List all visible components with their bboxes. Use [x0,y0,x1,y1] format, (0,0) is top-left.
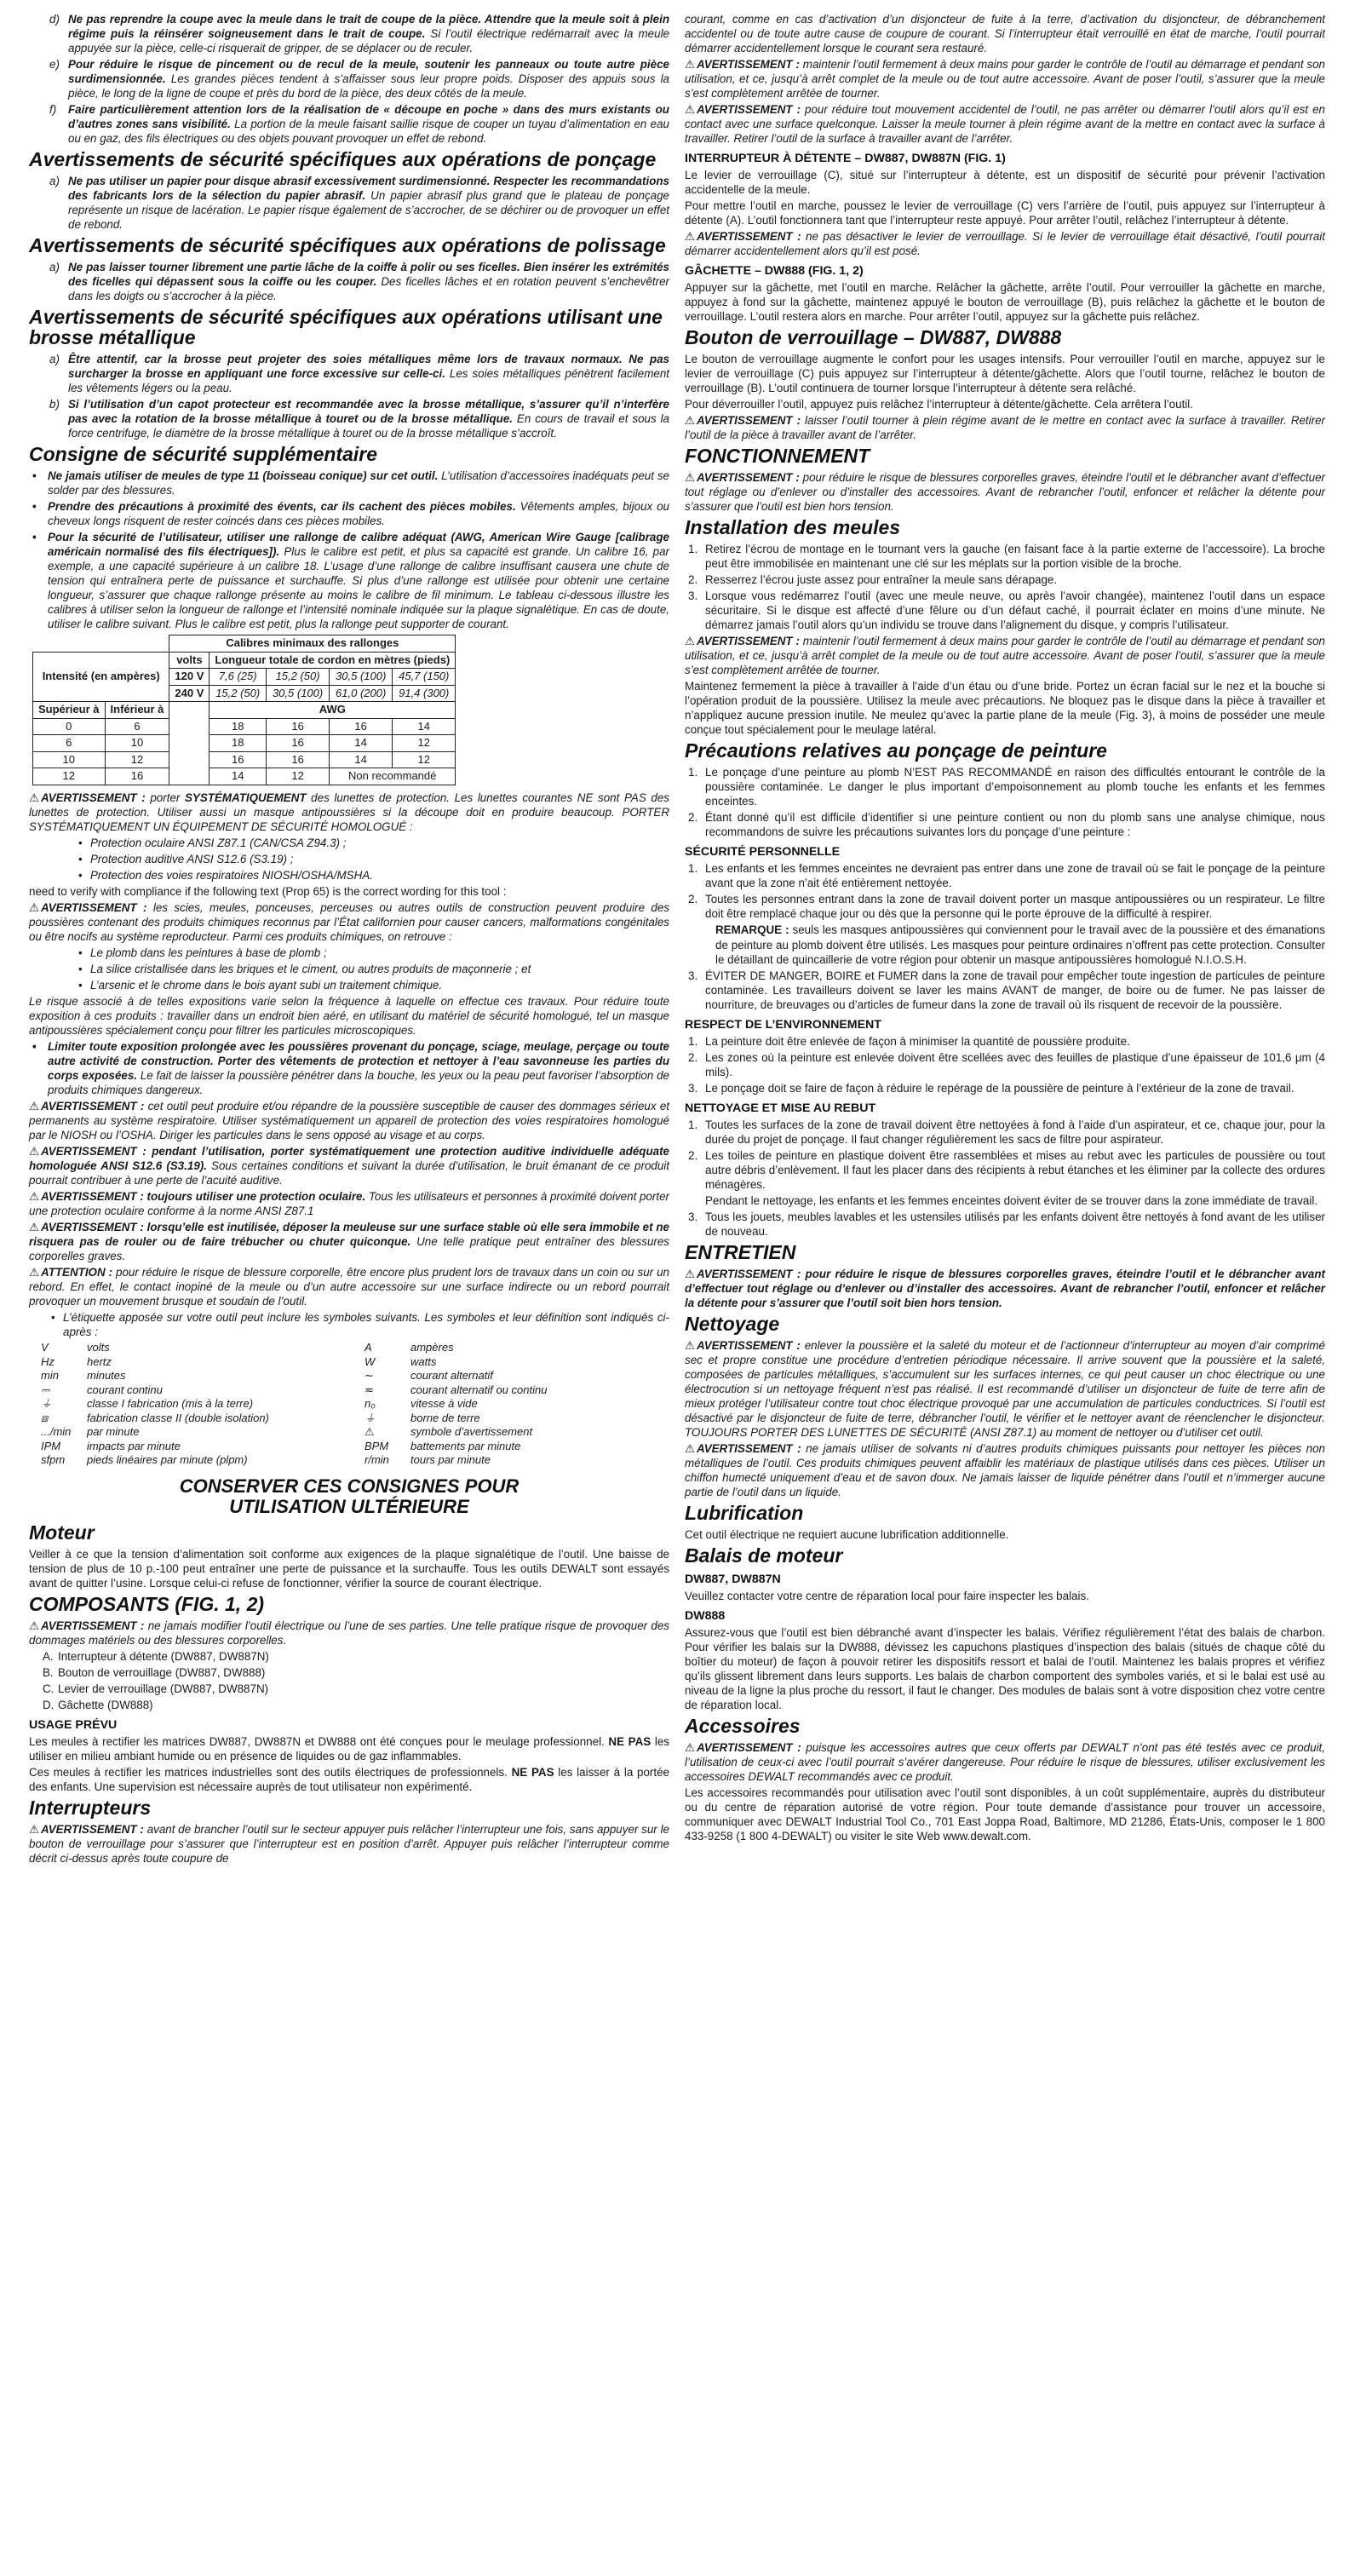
warning-paragraph: ⚠ AVERTISSEMENT : ne jamais utiliser de solvants ni d’autres produits chimiques puissants pour nettoyer les pièces non métalliques de l’outil. Ces produits chimiques peuvent affaiblir les matériaux de plastique utilisés dans ces pièces. Utiliser un chiffon humecté uniquement d’eau et de savon doux. Ne jamais laisser de liquide pénétrer dans l’outil et n’immerger aucune partie de l’outil dans un liquide. [685,1441,1325,1498]
warning-icon: ⚠ [29,1619,40,1632]
heading-securite: SÉCURITÉ PERSONNELLE [685,845,841,860]
list-item: 2. Étant donné qu’il est difficile d’identifier si une peinture contient ou non du plomb sans une analyse chimique, nous recommandons de suivre les précautions suivantes lors du ponçage d’une peinture : [688,811,1325,839]
list-item: 3. ÉVITER DE MANGER, BOIRE et FUMER dans la zone de travail pour empêcher toute ingestion de particules de peinture contaminée. Les travailleurs doivent se laver les mains AVANT de manger, de boire ou de fumer. Ne pas laisser de nourriture, de breuvages ou d’articles de fumeur dans la zone de travail où ils risquent de recevoir de la poussière. [688,969,1325,1011]
prop65-note: need to verify with compliance if the following text (Prop 65) is the correct wording for this tool : [29,884,507,898]
list-item: 1. Les enfants et les femmes enceintes ne devraient pas entrer dans une zone de travail où se fait le ponçage de la peinture avant que la zone n’ait été entièrement nettoyée. [688,862,1325,890]
list-item: 3. Lorsque vous redémarrez l’outil (avec une meule neuve, ou après l’avoir changée), maintenez l’outil dans un espace sécuritaire. Si le disque est affecté d’une fêlure ou d’un défaut caché, il pourrait éclater en moins d’une minute. Ne démarrez jamais l’outil alors qu’un individu se trouve dans l’alignement du disque, y compris l’utilisateur. [688,589,1325,632]
list-item: a) Ne pas laisser tourner librement une partie lâche de la coiffe à polir ou ses ficelles. Bien insérer les extrémités des ficelles qui dépassent sous la coiffe ou les couper. Des ficelles lâches et en rotation peuvent s’enchevêtrer dans les doigts ou s’accrocher à la pièce. [49,261,669,303]
heading-interrupteurs: Interrupteurs [29,1796,152,1819]
symbol-row: ⚠ symbole d’avertissement [365,1425,533,1439]
symbol-row: ∼ courant alternatif [365,1369,493,1383]
warning-icon: ⚠ [29,1822,40,1836]
warning-icon: ⚠ [685,1441,696,1455]
symbol-row: Hz hertz [41,1354,112,1368]
list-item: • L’étiquette apposée sur votre outil peut inclure les symboles suivants. Les symboles et leur définition sont indiqués ci-après : [51,1311,669,1339]
warning-paragraph: ⚠ AVERTISSEMENT : ne jamais modifier l’outil électrique ou l’une de ses parties. Une telle pratique risque de provoquer des dommages matériels ou des blessures corporelles. [29,1619,670,1647]
heading-poncage: Avertissements de sécurité spécifiques aux opérations de ponçage [29,148,657,171]
symbol-row: n₀ vitesse à vide [365,1397,478,1411]
moteur-text: Veiller à ce que la tension d’alimentation soit conforme aux exigences de la plaque signalétique de l’outil. Une baisse de tension de plus de 10 p.-100 peut entraîner une perte de puissance et la surchauffe. Tous les outils DEWALT sont essayés avant de quitter l’usine. Lorsque celui-ci refuse de fonctionner, vérifier la source de courant électrique. [29,1547,669,1590]
symbol-row: A ampères [365,1341,454,1354]
warning-paragraph: ⚠ AVERTISSEMENT : pour réduire tout mouvement accidentel de l’outil, ne pas arrêter ou démarrer l’outil alors qu’il est en contact avec une surface quelconque. Laisser la meule tourner à plein régime avant de la mettre en contact avec la surface à travailler. Retirer l’outil de la surface à travailler avant de l’arrêter. [685,103,1325,146]
list-item: • Ne jamais utiliser de meules de type 11 (boisseau conique) sur cet outil. L’utilisation d’accessoires inadéquats peut se solder par des blessures. [32,469,669,497]
warning-paragraph: ⚠ AVERTISSEMENT : cet outil peut produire et/ou répandre de la poussière susceptible de causer des dommages sérieux et permanents au système respiratoire. Utiliser systématiquement un appareil de protection des voies respiratoires homologué par le NIOSH ou l’OSHA. Diriger les particules dans le sens opposé au visage et au corps. [29,1099,669,1141]
conserver-heading: CONSERVER CES CONSIGNES POUR UTILISATION ULTÉRIEURE [179,1475,520,1518]
warning-icon: ⚠ [29,1189,40,1203]
list-item: e) Pour réduire le risque de pincement ou de recul de la meule, soutenir les panneaux ou toute autre pièce surdimensionnée. Les grandes pièces tendent à s’affaisser sous leur propre poids. Disposer des appuis sous la pièce, le long de la ligne de coupe et près du bord de la pièce, des deux côtés de la meule. [49,58,669,101]
symbol-row: .../min par minute [41,1425,140,1439]
warning-paragraph: ⚠ AVERTISSEMENT : lorsqu’elle est inutilisée, déposer la meuleuse sur une surface stable où elle sera immobile et ne risquera pas de rouler ou de faire trébucher ou chuter quiconque. Une telle pratique peut entraîner des blessures corporelles graves. [29,1220,669,1263]
warning-icon: ⚠ [685,1338,696,1352]
warning-paragraph: ⚠ AVERTISSEMENT : pour réduire le risque de blessures corporelles graves, éteindre l’outil et le débrancher avant d’effectuer tout réglage ou d’enlever ou d’installer des accessoires. Avant de rebrancher l’outil, enfoncer et relâcher la détente pour s’assurer que l’outil soit bien hors tension. [685,1267,1325,1309]
heading-interrupteur: INTERRUPTEUR À DÉTENTE – DW887, DW887N (FIG. 1) [685,152,1006,166]
list-item: 1. La peinture doit être enlevée de façon à minimiser la quantité de poussière produite. [688,1034,1130,1048]
list-item: 2. Les zones où la peinture est enlevée doivent être scellées avec des feuilles de plastique d’une épaisseur de 101,6 μm (4 mils). [688,1050,1325,1078]
list-item: • Protection des voies respiratoires NIOSH/OSHA/MSHA. [78,868,373,882]
list-item: • Le plomb dans les peintures à base de plomb ; [78,946,327,959]
list-item: 2. Resserrez l’écrou juste assez pour entraîner la meule sans dérapage. [688,573,1058,587]
list-item: • Protection oculaire ANSI Z87.1 (CAN/CSA Z94.3) ; [78,836,347,849]
usage-text: Ces meules à rectifier les matrices industrielles sont des outils électriques de professionnels. NE PAS les laisser à la portée des enfants. Une supervision est nécessaire auprès de tout utilisateur non expérimenté. [29,1765,669,1793]
warning-paragraph: ⚠ AVERTISSEMENT : porter SYSTÉMATIQUEMENT des lunettes de protection. Les lunettes courantes NE sont PAS des lunettes de protection. Utiliser aussi un masque antipoussières si la découpe doit en produire beaucoup. PORTER SYSTÉMATIQUEMENT UN ÉQUIPEMENT DE SÉCURITÉ HOMOLOGUÉ : [29,791,669,833]
warning-icon: ⚠ [29,791,40,804]
list-item: 1. Toutes les surfaces de la zone de travail doivent être nettoyées à fond à l’aide d’un aspirateur, et ce, chaque jour, pour la durée du projet de ponçage. Il faut changer régulièrement les sacs de filtre pour aspirateur. [688,1118,1325,1146]
symbol-row: IPM impacts par minute [41,1439,181,1452]
list-item: 2. Toutes les personnes entrant dans la zone de travail doivent porter un masque antipoussières ou un respirateur. Le filtre doit être remplacé chaque jour ou dès que la personne qui le porte éprouve de la difficulté à respirer. [688,893,1325,921]
list-item: a) Ne pas utiliser un papier pour disque abrasif excessivement surdimensionné. Respecter les recommandations des fabricants lors de la sélection du papier abrasif. Un papier abrasif plus grand que le plateau de ponçage représente un risque de lacération. Le papier risque également de s’accrocher, de se déchirer ou de provoquer un effet de rebond. [49,175,669,232]
symbol-row: V volts [41,1341,110,1354]
warning-icon: ⚠ [685,230,696,244]
continued-text: courant, comme en cas d’activation d’un disjoncteur de fuite à la terre, d’activation du disjoncteur, de débranchement accidentel ou de toute autre cause de coupure de courant. Si l’interrupteur était verrouillé en état de marche, l’outil pourrait démarrer accidentellement lorsque le courant sera restauré. [685,13,1325,55]
heading-respect: RESPECT DE L’ENVIRONNEMENT [685,1017,881,1032]
list-item: • La silice cristallisée dans les briques et le ciment, ou autres produits de maçonnerie ; et [78,962,531,975]
symbol-row: min minutes [41,1369,126,1383]
heading-nettoyage-rebut: NETTOYAGE ET MISE AU REBUT [685,1101,876,1115]
list-item: 3. Le ponçage doit se faire de façon à réduire le repérage de la poussière de peinture à l’extérieur de la zone de travail. [688,1081,1294,1095]
symbol-row: ⏚ classe I fabrication (mis à la terre) [41,1397,254,1411]
heading-fonctionnement: FONCTIONNEMENT [685,445,870,468]
list-item: 1. Retirez l’écrou de montage en le tournant vers la gauche (en faisant face à la partie externe de l’accessoire). La broche peut être immobilisée en maintenant une clé sur les méplats sur la portion visible de la broche. [688,543,1325,571]
heading-gachette: GÂCHETTE – DW888 (FIG. 1, 2) [685,264,864,279]
symbol-row: BPM battements par minute [365,1439,521,1452]
heading-usage: USAGE PRÉVU [29,1717,118,1732]
warning-icon: ⚠ [29,1144,40,1158]
symbol-row: ⏚ borne de terre [365,1411,480,1424]
heading-entretien: ENTRETIEN [685,1240,796,1263]
heading-installation: Installation des meules [685,516,901,539]
table-row: 6 10 18 16 14 12 [33,735,456,752]
caution-paragraph: ⚠ ATTENTION : pour réduire le risque de blessure corporelle, être encore plus prudent lors de travaux dans un coin ou sur un rebord. En effet, le contact inopiné de la meule ou d’un autre accessoire sur une surface indirecte ou un rebord pourrait provoquer un mouvement brusque et soudain de l’outil. [29,1266,669,1308]
heading-lubrification: Lubrification [685,1501,804,1524]
symbol-row: ⎓ courant continu [41,1383,163,1396]
list-item: • Limiter toute exposition prolongée avec les poussières provenant du ponçage, sciage, meulage, perçage ou toute autre activité de construction. Porter des vêtements de protection et nettoyer à l’eau savonneuse les parties du corps exposées. Le fait de laisser la poussière pénétrer dans la bouche, les yeux ou la peau peut favoriser l’absorption de produits chimiques dangereux. [32,1039,669,1096]
symbol-legend [29,1341,669,1468]
list-item: B. Bouton de verrouillage (DW887, DW888) [43,1665,266,1679]
extension-cord-table: Calibres minimaux des rallonges Intensité (en ampères) volts Longueur totale de cordon en mètres (pieds) 120 V 7,6 (25) 15,2 (50) 30,5 (100) 45,7 (150) 240 V 15,2 (50) 30,5 (100) 61,0 (200) 91,4 (300) Supérieur à Inférieur à AWG 0 6 18 16 16 14 6 10 18 16 14 12 10 12 16 16 14 12 12 16 14 12 Non recommandé [32,635,456,785]
heading-consigne: Consigne de sécurité supplémentaire [29,442,378,465]
left-column [29,12,669,1867]
heading-moteur: Moteur [29,1521,95,1544]
table-row: 0 6 18 16 16 14 [33,718,456,735]
list-item: • L’arsenic et le chrome dans le bois ayant subi un traitement chimique. [78,978,443,992]
table-row: 12 16 14 12 Non recommandé [33,768,456,785]
warning-icon: ⚠ [685,103,696,117]
list-item: C. Levier de verrouillage (DW887, DW887N) [43,1682,269,1695]
warning-icon: ⚠ [29,1266,40,1279]
warning-paragraph: ⚠ AVERTISSEMENT : avant de brancher l’outil sur le secteur appuyer puis relâcher l’interrupteur une fois, sans appuyer sur le bouton de verrouillage pour s’assurer que l’interrupteur est en position d’arrêt. Appuyer puis relâcher l’interrupteur comme décrit ci-dessus après toute coupure de [29,1822,669,1865]
warning-paragraph: ⚠ AVERTISSEMENT : maintenir l’outil fermement à deux mains pour garder le contrôle de l’outil au démarrage et pendant son utilisation, et ce, jusqu’à arrêt complet de la meule ou de tout autre accessoire. Avant de poser l’outil, s’assurer que la meule s’est complètement arrêtée de tourner. [685,58,1326,101]
warning-paragraph: ⚠ AVERTISSEMENT : pendant l’utilisation, porter systématiquement une protection auditive individuelle adéquate homologuée ANSI S12.6 (S3.19). Sous certaines conditions et suivant la durée d’utilisation, le bruit émanant de ce produit pourrait contribuer à une perte de l’acuité auditive. [29,1144,669,1187]
intro-list [29,12,669,146]
list-item: A. Interrupteur à détente (DW887, DW887N) [43,1649,269,1663]
list-item: f) Faire particulièrement attention lors de la réalisation de « découpe en poche » dans des murs existants ou d’autres zones sans visibilité. La portion de la meule faisant saillie risque de couper un tuyau d’alimentation en eau ou en gaz, des fils électriques ou des objets pouvant provoquer un effet de rebond. [49,103,669,146]
warning-icon: ⚠ [685,1267,696,1280]
risk-text: Le risque associé à de telles expositions varie selon la fréquence à laquelle on effectue ces travaux. Pour réduire toute exposition à ces produits : travailler dans un endroit bien aéré, en utilisant du matériel de sécurité homologué, tel un masque antipoussières spécialement conçu pour filtrer les particules microscopiques. [29,994,669,1037]
warning-icon: ⚠ [685,1740,696,1754]
list-item: • Pour la sécurité de l’utilisateur, utiliser une rallonge de calibre adéquat (AWG, American Wire Gauge [calibrage américain normalisé des fils électriques]). Plus le calibre est petit, et plus sa capacité est grande. Un calibre 16, par exemple, a une capacité supérieure à un calibre 18. L’usage d’une rallonge de calibre insuffisant causera une chute de tension qui entraînera perte de puissance et surchauffe. Si plus d’une rallonge est utilisée pour obtenir une certaine longueur, s’assurer que chaque rallonge présente au moins le calibre de fil minimum. Le tableau ci-dessous illustre les calibres à utiliser selon la longueur de rallonge et l’intensité nominale indiquée sur la plaque signalétique. En cas de doute, utiliser le calibre suivant. Plus le calibre est petit, plus la rallonge peut supporter de courant. [32,530,669,631]
usage-text: Les meules à rectifier les matrices DW887, DW887N et DW888 ont été conçues pour le meulage professionnel. NE PAS les utiliser en milieu ambiant humide ou en présence de liquides ou de gaz inflammables. [29,1734,670,1762]
heading-accessoires: Accessoires [685,1714,801,1737]
heading-nettoyage: Nettoyage [685,1312,780,1335]
table-row: 10 12 16 16 14 12 [33,751,456,768]
symbol-row: W watts [365,1354,437,1368]
warning-paragraph: ⚠ AVERTISSEMENT : enlever la poussière et la saleté du moteur et de l’actionneur d’interrupteur au moyen d’air comprimé sec et propre constitue une procédure d’entretien périodique nécessaire. Il arrive souvent que la poussière et la saleté, composées de particules métalliques, s’accumulent sur les surfaces internes, ce qui peut causer un choc électrique ou une électrocution si un nettoyage fréquent n’est pas réalisé. Il est recommandé d’utiliser un disjoncteur de fuite de terre afin de mieux protéger l’utilisateur contre tout choc électrique provoqué par une accumulation de particules conductrices. Si l’outil est désactivé par le disjoncteur de fuite de terre, débrancher l’outil, le vérifier et le nettoyer avant de réenclencher le disjoncteur. TOUJOURS PORTER DES LUNETTES DE SÉCURITÉ (ANSI Z87.1) au moment de nettoyer ou d’utiliser cet outil. [685,1338,1326,1439]
warning-icon: ⚠ [685,58,696,72]
heading-composants: COMPOSANTS (FIG. 1, 2) [29,1592,265,1615]
list-item: • Protection auditive ANSI S12.6 (S3.19) ; [78,852,294,865]
right-column: courant, comme en cas d’activation d’un disjoncteur de fuite à la terre, d’activation du disjoncteur, de débranchement accidentel ou de toute autre cause de coupure de courant. Si l’interrupteur était verrouillé en état de marche, l’outil pourrait démarrer accidentellement lorsque le courant sera restauré. ⚠ AVERTISSEMENT : maintenir l’outil fermement à deux mains pour garder le contrôle de l’outil au démarrage et pendant son utilisation, et ce, jusqu’à arrêt complet de la meule ou de tout autre accessoire. Avant de poser l’outil, s’assurer que la meule s’est complètement arrêtée de tourner. ⚠ AVERTISSEMENT : pour réduire tout mouvement accidentel de l’outil, ne pas arrêter ou démarrer l’outil alors qu’il est en contact avec une surface quelconque. Laisser la meule tourner à plein régime avant de la mettre en contact avec la surface à travailler. Retirer l’outil de la surface à travailler avant de l’arrêter. INTERRUPTEUR À DÉTENTE – DW887, DW887N (FIG. 1) Le levier de verrouillage (C), situé sur l’interrupteur à détente, est un dispositif de sécurité pour prévenir l’activation accidentelle de la meule. Pour mettre l’outil en marche, poussez le levier de verrouillage (C) vers l’arrière de l’outil, puis appuyez sur l’interrupteur à détente (A). L’outil fonctionnera tant que l’interrupteur reste appuyé. Pour arrêter l’outil, relâchez l’interrupteur à détente. ⚠ AVERTISSEMENT : ne pas désactiver le levier de verrouillage. Si le levier de verrouillage était désactivé, l’outil pourrait démarrer accidentellement alors qu’il est posé. GÂCHETTE – DW888 (FIG. 1, 2) Appuyer sur la gâchette, met l’outil en marche. Relâcher la gâchette, arrête l’outil. Pour verrouiller la gâchette en marche, appuyez à fond sur la gâchette, maintenez appuyé le bouton de verrouillage (B), puis relâchez la gâchette et le bouton de verrouillage. L’outil restera alors en marche. Pour arrêter l’outil, appuyez sur la gâchette puis relâchez. Bouton de verrouillage – DW887, DW888 Le bouton de verrouillage augmente le confort pour les usages intensifs. Pour verrouiller l’outil en marche, appuyez sur le levier de verrouillage (C) puis appuyez sur l’interrupteur à détente/gâchette. Alors que l’outil tourne, relâchez le bouton de verrouillage (B). L’outil continuera de tourner lorsque l’interrupteur à détente sera relâché. Pour déverrouiller l’outil, appuyez puis relâchez l’interrupteur à détente/gâchette. Cela arrêtera l’outil. ⚠ AVERTISSEMENT : laisser l’outil tourner à plein régime avant de le mettre en contact avec la surface à travailler. Retirer l’outil de la pièce à travailler avant de l’arrêter. FONCTIONNEMENT ⚠ AVERTISSEMENT : pour réduire le risque de blessures corporelles graves, éteindre l’outil et le débrancher avant d’effectuer tout réglage ou d’enlever ou d’installer des accessoires. Avant de rebrancher l’outil, enfoncer et relâcher la détente pour s’assurer que l’outil est bien hors tension. Installation des meules 1. Retirez l’écrou de montage en le tournant vers la gauche (en faisant face à la partie externe de l’accessoire). La broche peut être immobilisée en maintenant une clé sur les méplats sur la portion visible de la broche. 2. Resserrez l’écrou juste assez pour entraîner la meule sans dérapage. 3. Lorsque vous redémarrez l’outil (avec une meule neuve, ou après l’avoir changée), maintenez l’outil dans un espace sécuritaire. Si le disque est affecté d’une fêlure ou d’un défaut caché, il pourrait éclater en moins d’une minute. Ne démarrez jamais l’outil alors qu’un individu se trouve dans l’alignement du disque, y compris l’utilisateur. ⚠ AVERTISSEMENT : maintenir l’outil fermement à deux mains pour garder le contrôle de l’outil au démarrage et pendant son utilisation, et ce, jusqu’à arrêt complet de la meule ou de tout autre accessoire. Avant de poser l’outil, s’assurer que la meule s’est complètement arrêtée de tourner. Maintenez fermement la pièce à travailler à l’aide d’un étau ou d’une bride. Portez un écran facial sur le nez et la bouche si l’opération produit de la poussière. Utilisez la meule avec précautions. Ne bloquez pas le disque dans la pièce à travailler et n’appliquez aucune pression inutile. Ne meulez qu’avec la partie plane de la meule (Fig. 3), à moins de posséder une meule conçue tout spécialement pour le meulage latéral. Précautions relatives au ponçage de peinture 1. Le ponçage d’une peinture au plomb N’EST PAS RECOMMANDÉ en raison des difficultés entourant le contrôle de la poussière contaminée. Le danger le plus important d’empoisonnement au plomb touche les enfants et les femmes enceintes. 2. Étant donné qu’il est difficile d’identifier si une peinture contient ou non du plomb sans une analyse chimique, nous recommandons de suivre les précautions suivantes lors du ponçage d’une peinture : SÉCURITÉ PERSONNELLE 1. Les enfants et les femmes enceintes ne devraient pas entrer dans une zone de travail où se fait le ponçage de la peinture avant que la zone n’ait été entièrement nettoyée. 2. Toutes les personnes entrant dans la zone de travail doivent porter un masque antipoussières ou un respirateur. Le filtre doit être remplacé chaque jour ou dès que la personne qui le porte éprouve de la difficulté à respirer. REMARQUE : seuls les masques antipoussières qui conviennent pour le travail avec de la poussière et des émanations de peinture au plomb doivent être utilisés. Les masques pour peinture ordinaires n’offrent pas cette protection. Consulter le détaillant de quincaillerie de votre région pour obtenir un masque antipoussières homologué N.I.O.S.H. 3. ÉVITER DE MANGER, BOIRE et FUMER dans la zone de travail pour empêcher toute ingestion de particules de peinture contaminée. Les travailleurs doivent se laver les mains AVANT de manger, de boire ou de fumer. Ne pas laisser de nourriture, de breuvages ou d’articles de fumeur dans la zone de travail où ils risquent de recevoir de la poussière. RESPECT DE L’ENVIRONNEMENT 1. La peinture doit être enlevée de façon à minimiser la quantité de poussière produite. 2. Les zones où la peinture est enlevée doivent être scellées avec des feuilles de plastique d’une épaisseur de 101,6 μm (4 mils). 3. Le ponçage doit se faire de façon à réduire le repérage de la poussière de peinture à l’extérieur de la zone de travail. NETTOYAGE ET MISE AU REBUT 1. Toutes les surfaces de la zone de travail doivent être nettoyées à fond à l’aide d’un aspirateur, et ce, chaque jour, pour la durée du projet de ponçage. Il faut changer régulièrement les sacs de filtre pour aspirateur. 2. Les toiles de peinture en plastique doivent être rassemblées et mises au rebut avec les particules de poussière ou tout autre débris d’enlèvement. Il faut les placer dans des récipients à rebut étanches et les éliminer par la collecte des ordures ménagères. Pendant le nettoyage, les enfants et les femmes enceintes doivent éviter de se trouver dans la zone immédiate de travail. 3. Tous les jouets, meubles lavables et les ustensiles utilisés par les enfants doivent être nettoyés à fond avant de les utiliser de nouveau. ENTRETIEN ⚠ AVERTISSEMENT : pour réduire le risque de blessures corporelles graves, éteindre l’outil et le débrancher avant d’effectuer tout réglage ou d’enlever ou d’installer des accessoires. Avant de rebrancher l’outil, enfoncer et relâcher la détente pour s’assurer que l’outil soit bien hors tension. Nettoyage ⚠ AVERTISSEMENT : enlever la poussière et la saleté du moteur et de l’actionneur d’interrupteur au moyen d’air comprimé sec et propre constitue une procédure d’entretien périodique nécessaire. Il arrive souvent que la poussière et la saleté, composées de particules métalliques, s’accumulent sur les surfaces internes, ce qui peut causer un choc électrique ou une électrocution si un nettoyage fréquent n’est pas réalisé. Il est recommandé d’utiliser un disjoncteur de fuite de terre afin de mieux protéger l’utilisateur contre tout choc électrique provoqué par une accumulation de particules conductrices. Si l’outil est désactivé par le disjoncteur de fuite de terre, débrancher l’outil, le vérifier et le nettoyer avant de réenclencher le disjoncteur. TOUJOURS PORTER DES LUNETTES DE SÉCURITÉ (ANSI Z87.1) au moment de nettoyer ou d’utiliser cet outil. ⚠ AVERTISSEMENT : ne jamais utiliser de solvants ni d’autres produits chimiques puissants pour nettoyer les pièces non métalliques de l’outil. Ces produits chimiques peuvent affaiblir les matériaux de plastique utilisés dans ces pièces. Utiliser un chiffon humecté uniquement d’eau et de savon doux. Ne jamais laisser de liquide pénétrer dans l’outil et n’immerger aucune partie de l’outil dans un liquide. Lubrification Cet outil électrique ne requiert aucune lubrification additionnelle. Balais de moteur DW887, DW887N Veuillez contacter votre centre de réparation local pour faire inspecter les balais. DW888 Assurez-vous que l’outil est bien débranché avant d’inspecter les balais. Vérifiez régulièrement l’état des balais de charbon. Pour vérifier les balais sur la DW888, dévissez les capuchons plastiques d’inspection des balais (situés de chaque côté du boîtier du moteur) de façon à pouvoir retirer les dispositifs ressort et balai de l’outil. Maintenez les balais propres et vérifiez qu’ils glissent librement dans leurs supports. Les balais de charbon comportent des symboles variés, et si le balai est usé au niveau de la ligne la plus proche du ressort, il faut le changer. Des modules de balais sont à votre disposition chez votre centre de réparation local. Accessoires ⚠ AVERTISSEMENT : puisque les accessoires autres que ceux offerts par DEWALT n’ont pas été testés avec ce produit, l’utilisation de ceux-ci avec l’outil pourrait s’avérer dangereuse. Pour réduire le risque de blessures, utiliser exclusivement les accessoires DEWALT recommandés avec ce produit. Les accessoires recommandés pour utilisation avec l’outil sont disponibles, à un coût supplémentaire, auprès du distributeur ou du centre de réparation autorisé de votre région. Pour toute demande d’assistance pour trouver un accessoire, communiquer avec DEWALT Industrial Tool Co., 701 East Joppa Road, Baltimore, MD 21286, États-Unis, composer le 1 800 433-9258 (1 800 4-DEWALT) ou visiter le site Web www.dewalt.com. [685,13,1326,1843]
warning-paragraph: ⚠ AVERTISSEMENT : les scies, meules, ponceuses, perceuses ou autres outils de construction peuvent produire des poussières contenant des produits chimiques reconnus par l’État californien pour causer cancers, malformations congénitales ou être nocifs au système reproducteur. Parmi ces produits chimiques, on retrouve : [29,900,670,943]
heading-precautions: Précautions relatives au ponçage de peinture [685,739,1107,762]
list-item: b) Si l’utilisation d’un capot protecteur est recommandée avec la brosse métallique, s’assurer qu’il n’interfère pas avec la rotation de la brosse métallique à touret ou de la brosse métallique. En cours de travail et sous la force centrifuge, le diamètre de la brosse métallique à touret ou de la brosse métallique s’accroît. [49,397,670,440]
warning-paragraph: ⚠ AVERTISSEMENT : toujours utiliser une protection oculaire. Tous les utilisateurs et personnes à proximité doivent porter une protection oculaire conforme à la norme ANSI Z87.1 [29,1189,669,1217]
symbol-row: r/min tours par minute [365,1453,491,1467]
heading-balais: Balais de moteur [685,1544,843,1567]
heading-bouton: Bouton de verrouillage – DW887, DW888 [685,326,1062,349]
list-item: d) Ne pas reprendre la coupe avec la meule dans le trait de coupe de la pièce. Attendre que la meule soit à plein régime puis la réinsérer soigneusement dans le trait de coupe. Si l’outil électrique redémarrait avec la meule appuyée sur la pièce, celle-ci risquerait de gripper, de se déplacer ou de reculer. [49,13,669,55]
warning-paragraph: ⚠ AVERTISSEMENT : laisser l’outil tourner à plein régime avant de le mettre en contact avec la surface à travailler. Retirer l’outil de la pièce à travailler avant de l’arrêter. [685,414,1325,442]
warning-icon: ⚠ [29,1099,40,1113]
warning-icon: ⚠ [29,1220,40,1233]
warning-paragraph: ⚠ AVERTISSEMENT : ne pas désactiver le levier de verrouillage. Si le levier de verrouillage était désactivé, l’outil pourrait démarrer accidentellement alors qu’il est posé. [685,230,1325,258]
table-title: Calibres minimaux des rallonges [169,635,456,653]
heading-polissage: Avertissements de sécurité spécifiques aux opérations de polissage [29,234,666,257]
list-item: 2. Les toiles de peinture en plastique doivent être rassemblées et mises au rebut avec les particules de poussière ou tout autre débris d’enlèvement. Il faut les placer dans des récipients à rebut étanches et les éliminer par la collecte des ordures ménagères. [688,1148,1325,1191]
warning-icon: ⚠ [685,635,696,648]
list-item: • Prendre des précautions à proximité des évents, car ils cachent des pièces mobiles. Vêtements amples, bijoux ou cheveux longs risquent de rester coincés dans ces pièces mobiles. [32,499,669,527]
heading-brosse: Avertissements de sécurité spécifiques aux opérations utilisant une brosse métallique [29,306,663,348]
list-item: a) Être attentif, car la brosse peut projeter des soies métalliques même lors de travaux normaux. Ne pas surcharger la brosse en appliquant une force excessive sur celle-ci. Les soies métalliques pénètrent facilement les vêtements légers ou la peau. [49,352,669,394]
warning-icon: ⚠ [29,900,40,914]
warning-paragraph: ⚠ AVERTISSEMENT : puisque les accessoires autres que ceux offerts par DEWALT n’ont pas été testés avec ce produit, l’utilisation de ceux-ci avec l’outil pourrait s’avérer dangereuse. Pour réduire le risque de blessures, utiliser exclusivement les accessoires DEWALT recommandés avec ce produit. [685,1740,1325,1783]
warning-paragraph: ⚠ AVERTISSEMENT : pour réduire le risque de blessures corporelles graves, éteindre l’outil et le débrancher avant d’effectuer tout réglage ou d’enlever ou d’installer des accessoires. Avant de rebrancher l’outil, enfoncer et relâcher la détente pour s’assurer que l’outil est bien hors tension. [685,471,1325,514]
symbol-row: sfpm pieds linéaires par minute (plpm) [41,1453,248,1467]
remarque: REMARQUE : seuls les masques antipoussières qui conviennent pour le travail avec de la poussière et des émanations de peinture au plomb doivent être utilisés. Les masques pour peinture ordinaires n’offrent pas cette protection. Consulter le détaillant de quincaillerie de votre région pour obtenir un masque antipoussières homologué N.I.O.S.H. [715,923,1325,966]
warning-icon: ⚠ [685,414,696,428]
list-item: 1. Le ponçage d’une peinture au plomb N’EST PAS RECOMMANDÉ en raison des difficultés entourant le contrôle de la poussière contaminée. Le danger le plus important d’empoisonnement au plomb touche les enfants et les femmes enceintes. [688,766,1325,808]
warning-icon: ⚠ [685,471,696,485]
symbol-row: ⧈ fabrication classe II (double isolation) [41,1411,269,1424]
symbol-row: ≂ courant alternatif ou continu [365,1383,548,1396]
list-item: D. Gâchette (DW888) [43,1698,153,1711]
warning-paragraph: ⚠ AVERTISSEMENT : maintenir l’outil fermement à deux mains pour garder le contrôle de l’outil au démarrage et pendant son utilisation, et ce, jusqu’à arrêt complet de la meule ou de tout autre accessoire. Avant de poser l’outil, s’assurer que la meule s’est complètement arrêtée de tourner. [685,635,1326,677]
list-item: 3. Tous les jouets, meubles lavables et les ustensiles utilisés par les enfants doivent être nettoyés à fond avant de les utiliser de nouveau. [688,1210,1325,1238]
